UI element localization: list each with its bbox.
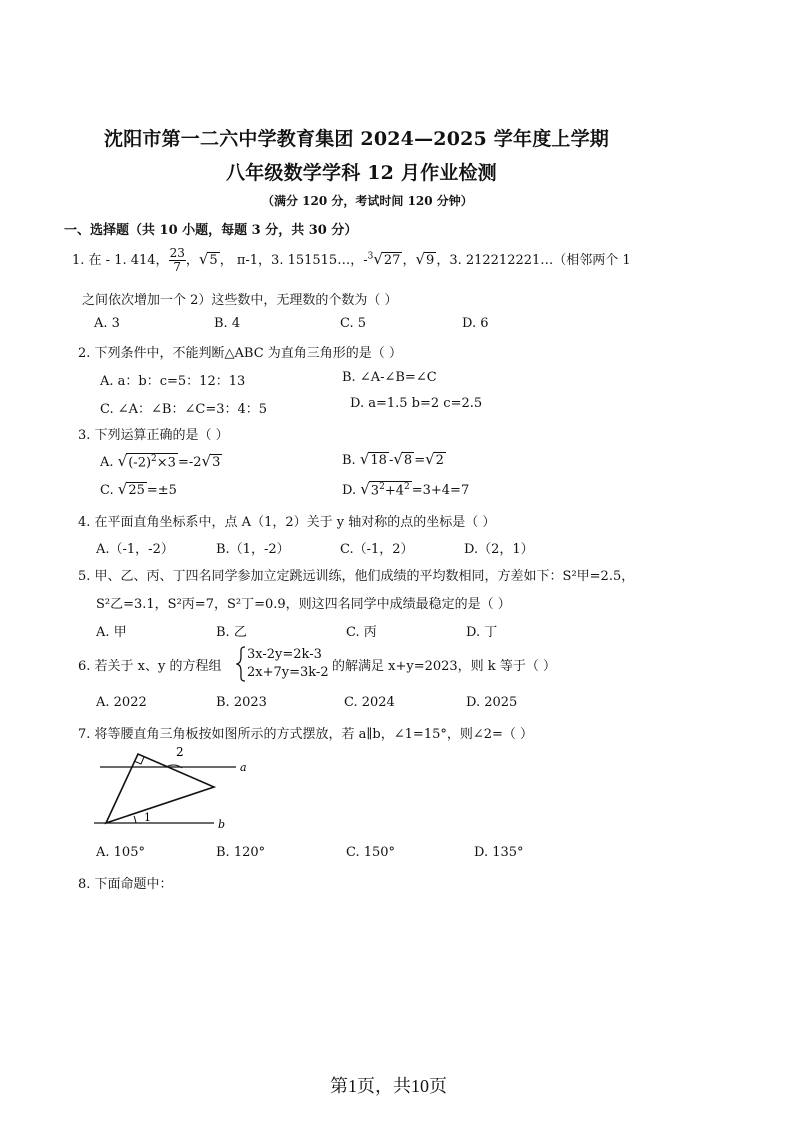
question-number: 5. — [78, 569, 91, 584]
label-a: a — [240, 761, 247, 774]
question-2 — [78, 342, 402, 361]
q4-option-a[interactable]: A.（-1，-2） — [96, 542, 174, 557]
radicand — [126, 453, 178, 470]
sqrt-symbol: √ — [393, 450, 403, 468]
question-stem: 下列运算正确的是（ ） — [94, 428, 229, 443]
exponent: 2 — [379, 481, 385, 492]
exam-title-line1: 沈阳市第一二六中学教育集团 2024—2025 学年度上学期 — [104, 128, 609, 150]
radicand: 18 — [370, 453, 387, 468]
question-1-line2: 之间依次增加一个 2）这些数中，无理数的个数为（ ） — [82, 293, 398, 308]
exponent: 2 — [151, 453, 157, 464]
sqrt-symbol: √ — [425, 450, 435, 468]
option-label: D. — [342, 483, 357, 498]
equation-2: 2x+7y=3k-2 — [247, 665, 329, 680]
q4-option-b[interactable]: B.（1，-2） — [216, 542, 290, 557]
root-index: 3 — [367, 251, 374, 262]
q6-option-a[interactable]: A. 2022 — [96, 695, 147, 710]
q1-text: 在 - 1. 414， — [88, 253, 169, 268]
q1-text: ， — [402, 253, 416, 268]
question-5-line2: S²乙=3.1，S²丙=7，S²丁=0.9，则这四名同学中成绩最稳定的是（ ） — [96, 597, 511, 612]
factor: ×3 — [156, 455, 176, 470]
question-stem: 将等腰直角三角板按如图所示的方式摆放，若 a∥b，∠1=15°，则∠2=（ ） — [94, 727, 534, 742]
q1-option-c[interactable]: C. 5 — [340, 316, 367, 331]
question-stem: 在平面直角坐标系中，点 A（1，2）关于 y 轴对称的点的坐标是（ ） — [94, 515, 496, 530]
q7-option-c[interactable]: C. 150° — [346, 845, 396, 860]
question-3 — [78, 424, 229, 443]
option-label: A. — [100, 455, 114, 470]
rhs: =±5 — [146, 483, 177, 498]
question-number: 4. — [78, 515, 91, 530]
q1-option-d[interactable]: D. 6 — [462, 316, 489, 331]
q4-option-d[interactable]: D.（2，1） — [464, 542, 534, 557]
sqrt-symbol: √ — [201, 452, 212, 470]
question-1-line1 — [72, 247, 631, 274]
q5-option-c[interactable]: C. 丙 — [346, 625, 377, 640]
q7-option-d[interactable]: D. 135° — [474, 845, 524, 860]
equation-system — [247, 646, 329, 682]
triangle-figure — [88, 742, 258, 837]
question-number: 8. — [78, 877, 91, 892]
question-stem: 甲、乙、丙、丁四名同学参加立定跳远训练，他们成绩的平均数相同，方差如下：S²甲=2.5， — [94, 569, 635, 584]
base: 3 — [370, 483, 380, 498]
q3-option-c[interactable] — [100, 480, 177, 498]
radicand — [369, 481, 412, 498]
sqrt-symbol: √ — [415, 250, 426, 268]
q5-option-d[interactable]: D. 丁 — [466, 625, 498, 640]
question-stem: 下面命题中： — [94, 877, 173, 892]
denominator: 7 — [173, 260, 182, 274]
radicand: 27 — [383, 253, 401, 268]
equation-1: 3x-2y=2k-3 — [247, 647, 322, 662]
angle-1-arc — [134, 816, 136, 823]
question-stem: 若关于 x、y 的方程组 — [94, 659, 222, 674]
q2-option-c[interactable]: C. ∠A：∠B：∠C=3：4：5 — [100, 402, 268, 417]
option-label: B. — [342, 453, 356, 468]
label-1: 1 — [144, 811, 151, 824]
q1-text: ， π-1，3. 151515…，- — [219, 253, 368, 268]
exam-subtitle: （满分 120 分，考试时间 120 分钟） — [262, 194, 473, 208]
q5-option-a[interactable]: A. 甲 — [96, 625, 127, 640]
q1-text: ，3. 212212221…（相邻两个 1 — [436, 253, 631, 268]
rhs: =-2 — [177, 455, 202, 470]
q2-option-b[interactable]: B. ∠A-∠B=∠C — [342, 370, 437, 385]
q3-option-a[interactable] — [100, 452, 222, 470]
term: +4 — [384, 483, 404, 498]
question-6-tail: 的解满足 x+y=2023，则 k 等于（ ） — [332, 659, 556, 674]
question-6 — [78, 655, 222, 674]
question-number: 2. — [78, 346, 91, 361]
section-heading-choice: 一、选择题（共 10 小题，每题 3 分，共 30 分） — [64, 223, 358, 238]
equation-brace — [236, 646, 246, 682]
question-number: 7. — [78, 727, 91, 742]
q5-option-b[interactable]: B. 乙 — [216, 625, 247, 640]
sqrt-symbol: √ — [360, 480, 370, 498]
radicand: 8 — [403, 453, 413, 468]
question-7 — [78, 723, 533, 742]
question-number: 1. — [72, 253, 85, 268]
sqrt-symbol: √ — [198, 250, 209, 268]
rhs: =3+4=7 — [411, 483, 470, 498]
sqrt-symbol: √ — [117, 480, 128, 498]
q4-option-c[interactable]: C.（-1，2） — [340, 542, 414, 557]
radicand: 25 — [128, 483, 145, 498]
q1-option-b[interactable]: B. 4 — [214, 316, 241, 331]
radicand: 3 — [212, 455, 221, 470]
question-number: 3. — [78, 428, 91, 443]
question-8 — [78, 873, 173, 892]
q3-option-d[interactable] — [342, 480, 469, 498]
sqrt-symbol: √ — [359, 450, 370, 468]
q6-option-b[interactable]: B. 2023 — [216, 695, 267, 710]
question-number: 6. — [78, 659, 91, 674]
question-5-line1 — [78, 565, 634, 584]
fraction — [169, 247, 186, 274]
radicand: 2 — [435, 453, 444, 468]
q2-option-a[interactable]: A. a：b：c=5：12：13 — [100, 374, 246, 389]
cbrt-symbol: √ — [373, 250, 383, 268]
q2-option-d[interactable]: D. a=1.5 b=2 c=2.5 — [350, 396, 483, 411]
label-2: 2 — [176, 745, 184, 759]
numerator: 23 — [169, 246, 185, 260]
option-label: C. — [100, 483, 114, 498]
radicand: 9 — [426, 253, 435, 268]
set-square — [106, 754, 214, 823]
q6-option-d[interactable]: D. 2025 — [466, 695, 518, 710]
question-stem: 下列条件中，不能判断△ABC 为直角三角形的是（ ） — [94, 346, 402, 361]
q7-option-b[interactable]: B. 120° — [216, 845, 266, 860]
sqrt-symbol: √ — [117, 452, 128, 470]
base: (-2) — [128, 455, 152, 470]
exponent: 2 — [403, 481, 410, 492]
q1-option-a[interactable]: A. 3 — [94, 316, 120, 331]
question-4 — [78, 511, 495, 530]
q3-option-b[interactable] — [342, 450, 446, 468]
operator: = — [414, 453, 426, 468]
operator: - — [388, 453, 394, 468]
exam-title-line2: 八年级数学学科 12 月作业检测 — [226, 162, 497, 184]
radicand: 5 — [209, 253, 218, 268]
q7-option-a[interactable]: A. 105° — [96, 845, 145, 860]
q1-text: ， — [185, 253, 199, 268]
label-b: b — [218, 818, 226, 831]
q6-option-c[interactable]: C. 2024 — [344, 695, 395, 710]
page-number: 第1页，共10页 — [330, 1076, 447, 1096]
